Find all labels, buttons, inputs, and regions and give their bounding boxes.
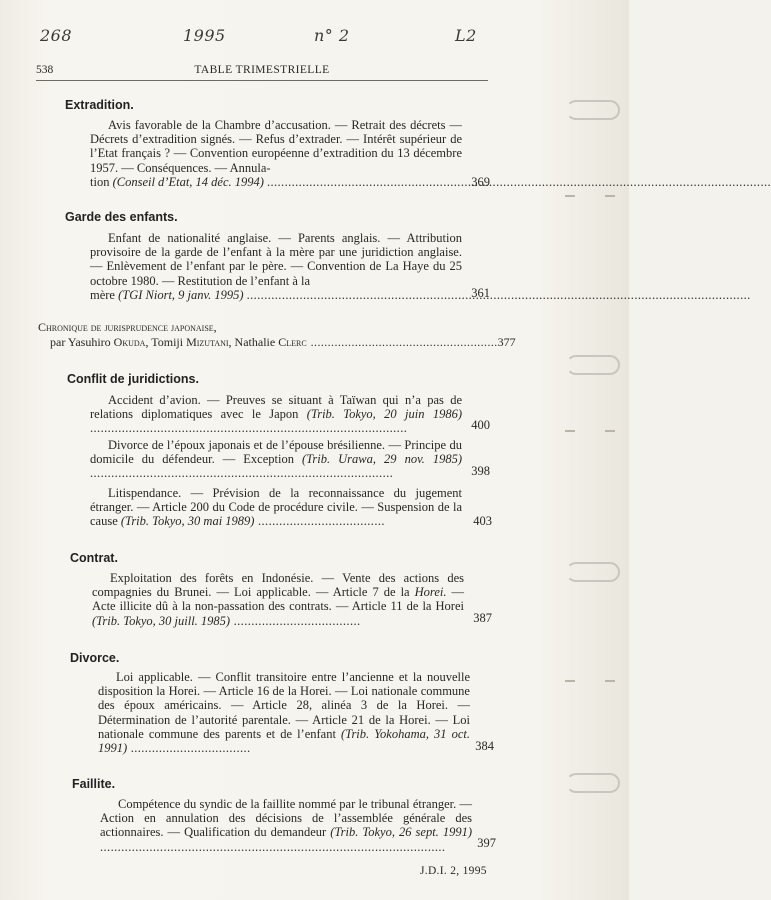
dot-leader: ...................................................................................... xyxy=(90,466,394,481)
index-entry-conflit-2 xyxy=(90,438,462,481)
case-reference: (Trib. Tokyo, 30 mai 1989) xyxy=(120,514,255,529)
author-clerc-first: Nathalie xyxy=(234,335,276,349)
page-number: 538 xyxy=(36,64,54,76)
index-entry-divorce xyxy=(98,670,470,755)
entry-text: Accident d’avion. — Preuves se situant à Taïwan qui n’a pas de relations diplomatiques avec le Japon xyxy=(90,393,462,422)
handwritten-note-3: n° 2 xyxy=(314,26,350,45)
section-heading-faillite: Faillite. xyxy=(72,777,116,791)
author-clerc: Clerc xyxy=(278,335,307,349)
binding-ring xyxy=(566,355,620,375)
entry-text: Exploitation des forêts en Indonésie. — Vente des actions des compagnies du Brunei. — Loi applicable. — Article 7 de la xyxy=(92,571,464,600)
section-heading-divorce: Divorce. xyxy=(70,651,120,665)
case-reference: (TGI Niort, 9 janv. 1995) xyxy=(118,287,244,302)
entry-text-end: mère xyxy=(90,287,115,302)
dot-leader: .......................................................................................... xyxy=(90,421,408,436)
page-title: TABLE TRIMESTRIELLE xyxy=(194,64,330,76)
page-ref: 397 xyxy=(477,836,496,850)
case-reference: (Trib. Yokohama, 31 oct. 1991) xyxy=(98,726,470,756)
section-heading-contrat: Contrat. xyxy=(70,551,118,565)
entry-text-end: tion xyxy=(90,174,110,189)
running-header xyxy=(36,64,488,81)
author-okuda: Okuda xyxy=(113,335,146,349)
page-ref: 403 xyxy=(473,514,492,528)
binding-ring xyxy=(566,562,620,582)
case-reference: (Conseil d’Etat, 14 déc. 1994) xyxy=(112,174,264,189)
journal-footer: J.D.I. 2, 1995 xyxy=(420,865,487,877)
horei-reference: Horei. xyxy=(414,585,447,600)
page-ref: 377 xyxy=(497,335,516,349)
chronicle-entry: Chronique de jurisprudence japonaise, par Yasuhiro Okuda, Tomiji Mizutani, Nathalie Clerc ....................................................... 377 xyxy=(38,320,516,349)
page-ref: 398 xyxy=(471,464,490,478)
handwritten-note-1: 268 xyxy=(40,26,73,45)
section-heading-extradition: Extradition. xyxy=(65,98,134,112)
section-heading-garde: Garde des enfants. xyxy=(65,210,178,224)
dot-leader xyxy=(247,288,751,302)
chronicle-authors-prefix: par Yasuhiro xyxy=(50,335,111,349)
page-ref: 384 xyxy=(475,739,494,753)
dot-leader: .................................................................................................. xyxy=(100,839,446,854)
entry-text: Compétence du syndic de la faillite nommé par le tribunal étranger. — Action en annulation des décisions de l’assemblée générale des actionnaires. — Qualification du demandeur xyxy=(100,797,472,840)
binding-tab xyxy=(605,195,615,197)
handwritten-note-2: 1995 xyxy=(183,26,226,45)
page-ref: 369 xyxy=(471,175,490,189)
author-mizutani: Mizutani xyxy=(186,335,229,349)
case-reference: (Trib. Urawa, 29 nov. 1985) xyxy=(301,452,463,467)
dot-leader: ....................................................... xyxy=(310,335,498,349)
case-reference: (Trib. Tokyo, 20 juin 1986) xyxy=(306,407,463,422)
entry-text: Enfant de nationalité anglaise. — Parents anglais. — Attribution provisoire de la garde de l’enfant à la mère par une juridiction anglaise. — Enlèvement de l’enfant par le père. — Convention de La Haye du 25 octobre 1980. — Restitution de l’enfant à la xyxy=(90,231,462,288)
index-entry-garde xyxy=(90,231,462,302)
dot-leader xyxy=(267,175,771,189)
dot-leader: .................................... xyxy=(254,514,385,529)
page-ref: 400 xyxy=(471,418,490,432)
case-reference: (Trib. Tokyo, 30 juill. 1985) xyxy=(92,613,231,628)
case-reference: (Trib. Tokyo, 26 sept. 1991) xyxy=(330,825,473,840)
binding-tab xyxy=(565,195,575,197)
entry-text-continued: — Acte illicite dû à la non-passation des contrats. — Article 11 de la Horei xyxy=(92,585,465,614)
entry-text: Avis favorable de la Chambre d’accusation. — Retrait des décrets — Décrets d’extradition signés. — Refus d’extrader. — Intérêt supérieur de l’Etat français ? — Convention européenne d’extradition du 13 décembre 1957. — Conséquences. — Annula- xyxy=(90,118,462,175)
binding-ring xyxy=(566,100,620,120)
index-entry-contrat xyxy=(92,571,464,628)
index-entry-extradition xyxy=(90,118,462,189)
entry-text: Loi applicable. — Conflit transitoire entre l’ancienne et la nouvelle disposition la Horei. — Article 16 de la Horei. — Loi nationale commune des époux américains. — Article 28, alinéa 3 de la Horei. — Détermination de l’autorité parentale. — Article 21 de la Horei. — Loi nationale commune des parents et de l’enfant xyxy=(98,670,470,741)
entry-text: Divorce de l’époux japonais et de l’épouse brésilienne. — Principe du domicile du défendeur. — Exception xyxy=(90,438,462,467)
dot-leader: .................................. xyxy=(127,741,251,756)
index-entry-faillite xyxy=(100,797,472,854)
index-entry-conflit-3 xyxy=(90,486,462,529)
author-mizutani-first: Tomiji xyxy=(151,335,184,349)
section-heading-conflit: Conflit de juridictions. xyxy=(67,372,199,386)
dot-leader: .................................... xyxy=(230,613,361,628)
binding-tab xyxy=(605,680,615,682)
page-ref: 387 xyxy=(473,611,492,625)
binding-tab xyxy=(565,680,575,682)
binding-tab xyxy=(565,430,575,432)
index-entry-conflit-1 xyxy=(90,393,462,436)
entry-text: Litispendance. — Prévision de la reconnaissance du jugement étranger. — Article 200 du Code de procédure civile. — Suspension de la cause xyxy=(90,486,462,529)
binding-ring xyxy=(566,773,620,793)
chronicle-title: Chronique de jurisprudence japonaise, xyxy=(38,320,217,334)
binding-tab xyxy=(605,430,615,432)
page-ref: 361 xyxy=(471,286,490,300)
handwritten-note-4: L2 xyxy=(455,26,477,45)
